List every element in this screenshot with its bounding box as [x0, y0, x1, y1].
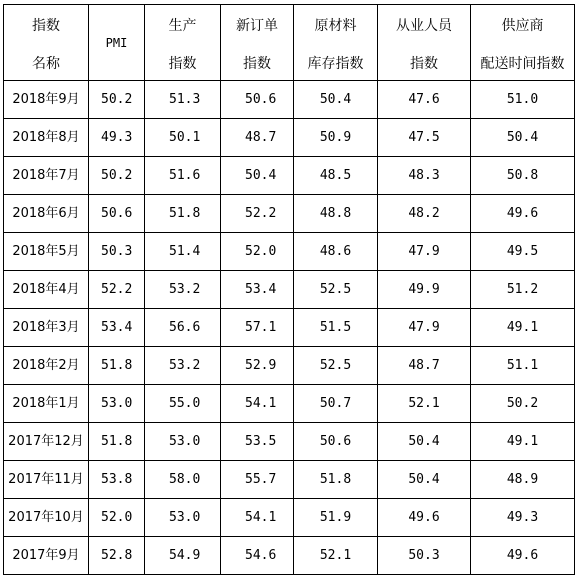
table-row	[4, 461, 575, 499]
cell-pmi: 53.0	[89, 385, 145, 423]
table-row	[4, 271, 575, 309]
cell-new-orders: 52.2	[221, 195, 294, 233]
header-production	[145, 5, 221, 81]
cell-supplier: 51.2	[471, 271, 575, 309]
table-row	[4, 81, 575, 119]
cell-new-orders: 50.6	[221, 81, 294, 119]
cell-employment: 49.9	[378, 271, 471, 309]
cell-raw-materials: 50.4	[294, 81, 378, 119]
cell-supplier: 50.8	[471, 157, 575, 195]
header-name-line2: 名称	[32, 56, 60, 72]
cell-raw-materials: 50.7	[294, 385, 378, 423]
table-row	[4, 233, 575, 271]
header-raw-materials	[294, 5, 378, 81]
cell-production: 56.6	[145, 309, 221, 347]
cell-production: 58.0	[145, 461, 221, 499]
cell-supplier: 49.3	[471, 499, 575, 537]
table-row	[4, 119, 575, 157]
cell-pmi: 51.8	[89, 347, 145, 385]
header-supplier-line2: 配送时间指数	[480, 56, 565, 72]
header-supplier	[471, 5, 575, 81]
header-raw-materials-line2: 库存指数	[307, 56, 364, 72]
cell-employment: 50.3	[378, 537, 471, 575]
cell-supplier: 48.9	[471, 461, 575, 499]
cell-production: 54.9	[145, 537, 221, 575]
cell-raw-materials: 52.5	[294, 347, 378, 385]
cell-raw-materials: 52.1	[294, 537, 378, 575]
cell-production: 53.2	[145, 347, 221, 385]
cell-month: 2017年9月	[4, 537, 89, 575]
cell-pmi: 50.2	[89, 81, 145, 119]
header-production-line2: 指数	[168, 56, 197, 72]
cell-employment: 47.9	[378, 233, 471, 271]
cell-supplier: 49.1	[471, 309, 575, 347]
cell-month: 2018年3月	[4, 309, 89, 347]
cell-employment: 52.1	[378, 385, 471, 423]
cell-pmi: 50.6	[89, 195, 145, 233]
cell-pmi: 53.4	[89, 309, 145, 347]
cell-new-orders: 54.1	[221, 499, 294, 537]
cell-employment: 49.6	[378, 499, 471, 537]
cell-new-orders: 53.5	[221, 423, 294, 461]
cell-employment: 50.4	[378, 423, 471, 461]
cell-employment: 48.2	[378, 195, 471, 233]
cell-pmi: 52.0	[89, 499, 145, 537]
cell-new-orders: 55.7	[221, 461, 294, 499]
cell-pmi: 50.2	[89, 157, 145, 195]
cell-supplier: 49.6	[471, 195, 575, 233]
cell-supplier: 50.4	[471, 119, 575, 157]
table-row	[4, 537, 575, 575]
cell-employment: 47.6	[378, 81, 471, 119]
cell-supplier: 49.6	[471, 537, 575, 575]
cell-supplier: 51.0	[471, 81, 575, 119]
table-row	[4, 423, 575, 461]
cell-production: 50.1	[145, 119, 221, 157]
cell-pmi: 52.2	[89, 271, 145, 309]
cell-production: 51.6	[145, 157, 221, 195]
cell-month: 2017年12月	[4, 423, 89, 461]
cell-employment: 47.5	[378, 119, 471, 157]
cell-pmi: 49.3	[89, 119, 145, 157]
cell-employment: 48.7	[378, 347, 471, 385]
cell-production: 53.0	[145, 423, 221, 461]
cell-pmi: 50.3	[89, 233, 145, 271]
table-row	[4, 499, 575, 537]
cell-supplier: 50.2	[471, 385, 575, 423]
header-name-line1: 指数	[32, 18, 60, 34]
cell-supplier: 49.5	[471, 233, 575, 271]
cell-production: 51.8	[145, 195, 221, 233]
table-body	[4, 81, 575, 575]
header-raw-materials-line1: 原材料	[314, 18, 357, 34]
cell-month: 2017年10月	[4, 499, 89, 537]
cell-new-orders: 54.1	[221, 385, 294, 423]
table-row	[4, 309, 575, 347]
cell-month: 2018年9月	[4, 81, 89, 119]
cell-raw-materials: 51.9	[294, 499, 378, 537]
header-new-orders-line2: 指数	[243, 56, 271, 72]
cell-new-orders: 54.6	[221, 537, 294, 575]
header-employment-line1: 从业人员	[396, 18, 452, 34]
cell-employment: 50.4	[378, 461, 471, 499]
header-new-orders	[221, 5, 294, 81]
cell-month: 2018年1月	[4, 385, 89, 423]
cell-new-orders: 57.1	[221, 309, 294, 347]
cell-raw-materials: 48.8	[294, 195, 378, 233]
header-pmi-label: PMI	[105, 36, 128, 50]
cell-production: 51.3	[145, 81, 221, 119]
table-row	[4, 195, 575, 233]
cell-pmi: 53.8	[89, 461, 145, 499]
cell-production: 53.0	[145, 499, 221, 537]
header-supplier-line1: 供应商	[501, 18, 544, 34]
cell-new-orders: 53.4	[221, 271, 294, 309]
header-pmi	[89, 5, 145, 81]
cell-new-orders: 52.0	[221, 233, 294, 271]
cell-new-orders: 52.9	[221, 347, 294, 385]
cell-month: 2018年2月	[4, 347, 89, 385]
pmi-table	[3, 4, 575, 575]
table-row	[4, 385, 575, 423]
header-employment-line2: 指数	[410, 56, 438, 72]
header-production-line1: 生产	[168, 18, 197, 34]
cell-employment: 48.3	[378, 157, 471, 195]
table-row	[4, 157, 575, 195]
cell-raw-materials: 50.9	[294, 119, 378, 157]
cell-month: 2018年4月	[4, 271, 89, 309]
cell-new-orders: 48.7	[221, 119, 294, 157]
cell-raw-materials: 51.5	[294, 309, 378, 347]
cell-raw-materials: 48.6	[294, 233, 378, 271]
cell-month: 2018年6月	[4, 195, 89, 233]
cell-production: 51.4	[145, 233, 221, 271]
cell-month: 2017年11月	[4, 461, 89, 499]
header-name	[4, 5, 89, 81]
cell-month: 2018年7月	[4, 157, 89, 195]
cell-raw-materials: 48.5	[294, 157, 378, 195]
header-employment	[378, 5, 471, 81]
cell-raw-materials: 50.6	[294, 423, 378, 461]
cell-raw-materials: 52.5	[294, 271, 378, 309]
cell-supplier: 49.1	[471, 423, 575, 461]
cell-pmi: 52.8	[89, 537, 145, 575]
cell-supplier: 51.1	[471, 347, 575, 385]
cell-production: 55.0	[145, 385, 221, 423]
header-new-orders-line1: 新订单	[236, 18, 278, 34]
cell-new-orders: 50.4	[221, 157, 294, 195]
cell-pmi: 51.8	[89, 423, 145, 461]
cell-month: 2018年5月	[4, 233, 89, 271]
cell-production: 53.2	[145, 271, 221, 309]
cell-month: 2018年8月	[4, 119, 89, 157]
table-row	[4, 347, 575, 385]
cell-employment: 47.9	[378, 309, 471, 347]
cell-raw-materials: 51.8	[294, 461, 378, 499]
table-header-row	[4, 5, 575, 81]
